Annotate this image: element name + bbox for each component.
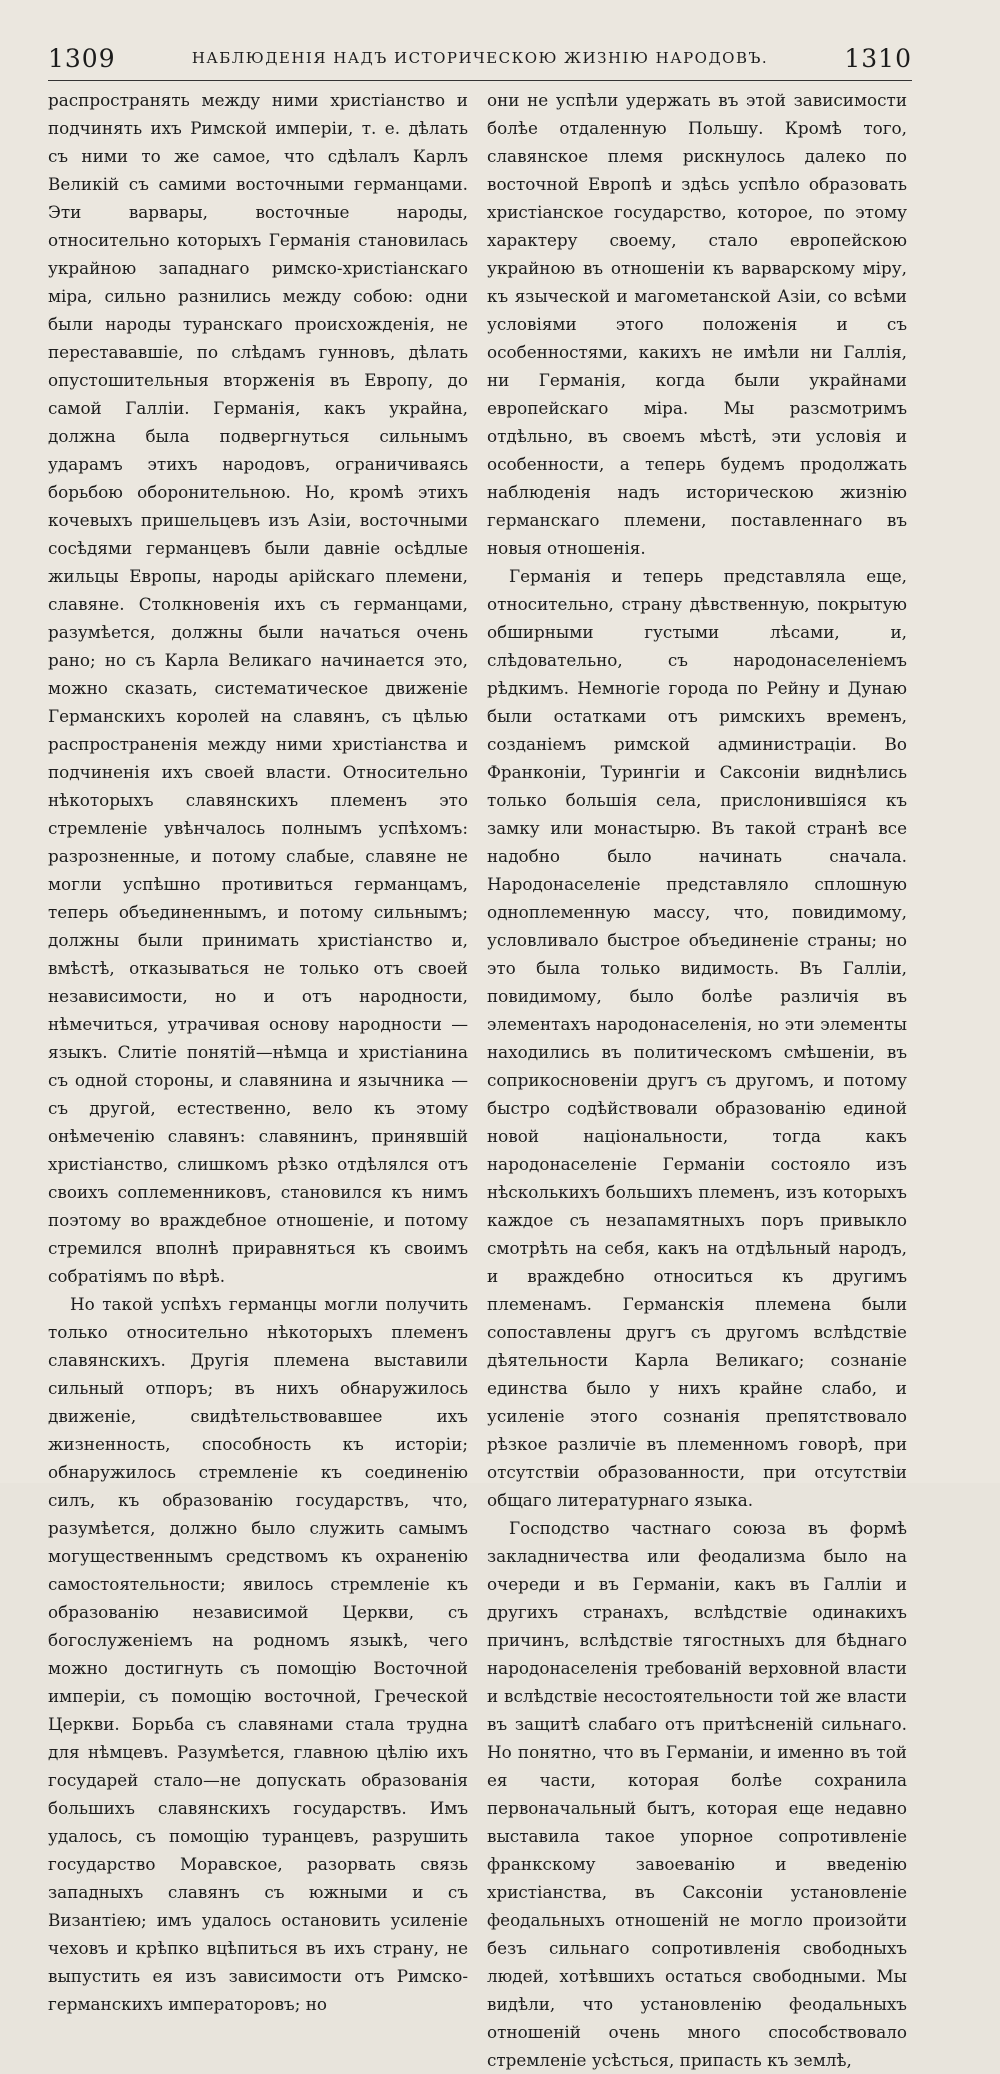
paragraph: они не успѣли удержать въ этой зависимости болѣе отдаленную Польшу. Кромѣ того, славянское племя рискнулось далеко по восточной Европѣ и здѣсь успѣло образовать христіанское государство, которое, по этому характеру своему, стало европейскою украйною въ отношеніи къ варварскому міру, къ языческой и магометанской Азіи, со всѣми условіями этого положенія и съ особенностями, какихъ не имѣли ни Галлія, ни Германія, когда были украйнами европейскаго міра. Мы разсмотримъ отдѣльно, въ своемъ мѣстѣ, эти условія и особенности, а теперь будемъ продолжать наблюденія надъ историческою жизнію германскаго племени, поставленнаго въ новыя отношенія. [487, 90, 907, 558]
left-column [48, 86, 468, 2018]
page-number-left: 1309 [48, 43, 116, 73]
page-header [48, 40, 912, 76]
paragraph: Германія и теперь представляла еще, относительно, страну дѣвственную, покрытую обширными густыми лѣсами, и, слѣдовательно, съ народонаселеніемъ рѣдкимъ. Немногіе города по Рейну и Дунаю были остатками отъ римскихъ временъ, созданіемъ римской администраціи. Во Франконіи, Турингіи и Саксоніи виднѣлись только большія села, прислонившіяся къ замку или монастырю. Въ такой странѣ все надобно было начинать сначала. Народонаселеніе представляло сплошную одноплеменную массу, что, повидимому, условливало быстрое объединеніе страны; но это была только видимость. Въ Галліи, повидимому, было болѣе различія въ элементахъ народонаселенія, но эти элементы находились въ политическомъ смѣшеніи, въ соприкосновеніи другъ съ другомъ, и потому быстро содѣйствовали образованію единой новой національности, тогда какъ народонаселеніе Германіи состояло изъ нѣсколькихъ большихъ племенъ, изъ которыхъ каждое съ незапамятныхъ поръ привыкло смотрѣть на себя, какъ на отдѣльный народъ, и враждебно относиться къ другимъ племенамъ. Германскія племена были сопоставлены другъ съ другомъ вслѣдствіе дѣятельности Карла Великаго; сознаніе единства было у нихъ крайне слабо, и усиленіе этого сознанія препятствовало рѣзкое различіе въ племенномъ говорѣ, при отсутствіи образованности, при отсутствіи общаго литературнаго языка. [487, 566, 907, 1510]
page-number-right: 1310 [844, 43, 912, 73]
right-column [487, 86, 907, 2074]
paragraph: Но такой успѣхъ германцы могли получить только относительно нѣкоторыхъ племенъ славянскихъ. Другія племена выставили сильный отпоръ; въ нихъ обнаружилось движеніе, свидѣтельствовавшее ихъ жизненность, способность къ исторіи; обнаружилось стремленіе къ соединенію силъ, къ образованію государствъ, что, разумѣется, должно было служить самымъ могущественнымъ средствомъ къ охраненію самостоятельности; явилось стремленіе къ образованію независимой Церкви, съ богослуженіемъ на родномъ языкѣ, чего можно достигнуть съ помощію Восточной имперіи, съ помощію восточной, Греческой Церкви. Борьба съ славянами стала трудна для нѣмцевъ. Разумѣется, главною цѣлію ихъ государей стало—не допускать образованія большихъ славянскихъ государствъ. Имъ удалось, съ помощію туранцевъ, разрушить государство Моравское, разорвать связь западныхъ славянъ съ южными и съ Византіею; имъ удалось остановить усиленіе чеховъ и крѣпко вцѣпиться въ ихъ страну, не выпустить ея изъ зависимости отъ Римско-германскихъ императоровъ; но [48, 1294, 468, 2014]
paragraph: Господство частнаго союза въ формѣ закладничества или феодализма было на очереди и въ Германіи, какъ въ Галліи и другихъ странахъ, вслѣдствіе одинакихъ причинъ, вслѣдствіе тягостныхъ для бѣднаго народонаселенія требованій верховной власти и вслѣдствіе несостоятельности той же власти въ защитѣ слабаго отъ притѣсненій сильнаго. Но понятно, что въ Германіи, и именно въ той ея части, которая болѣе сохранила первоначальный бытъ, которая еще недавно выставила такое упорное сопротивленіе франкскому завоеванію и введенію христіанства, въ Саксоніи установленіе феодальныхъ отношеній не могло произойти безъ сильнаго сопротивленія свободныхъ людей, хотѣвшихъ остаться свободными. Мы видѣли, что установленію феодальныхъ отношеній очень много способствовало стремленіе усѣсться, припасть къ землѣ, [487, 1518, 907, 2070]
paragraph: распространять между ними христіанство и подчинять ихъ Римской имперіи, т. е. дѣлать съ ними то же самое, что сдѣлалъ Карлъ Великій съ самими восточными германцами. Эти варвары, восточные народы, относительно которыхъ Германія становилась украйною западнаго римско-христіанскаго міра, сильно разнились между собою: одни были народы туранскаго происхожденія, не перестававшіе, по слѣдамъ гунновъ, дѣлать опустошительныя вторженія въ Европу, до самой Галліи. Германія, какъ украйна, должна была подвергнуться сильнымъ ударамъ этихъ народовъ, ограничиваясь борьбою оборонительною. Но, кромѣ этихъ кочевыхъ пришельцевъ изъ Азіи, восточными сосѣдями германцевъ были давніе осѣдлые жильцы Европы, народы арійскаго племени, славяне. Столкновенія ихъ съ германцами, разумѣется, должны были начаться очень рано; но съ Карла Великаго начинается это, можно сказать, систематическое движеніе Германскихъ королей на славянъ, съ цѣлью распространенія между ними христіанства и подчиненія ихъ своей власти. Относительно нѣкоторыхъ славянскихъ племенъ это стремленіе увѣнчалось полнымъ успѣхомъ: разрозненные, и потому слабые, славяне не могли успѣшно противиться германцамъ, теперь объединеннымъ, и потому сильнымъ; должны были принимать христіанство и, вмѣстѣ, отказываться не только отъ своей независимости, но и отъ народности, нѣмечиться, утрачивая основу народности — языкъ. Слитіе понятій—нѣмца и христіанина съ одной стороны, и славянина и язычника — съ другой, естественно, вело къ этому онѣмеченію славянъ: славянинъ, принявшій христіанство, слишкомъ рѣзко отдѣлялся отъ своихъ соплеменниковъ, становился къ нимъ поэтому во враждебное отношеніе, и потому стремился вполнѣ приравняться къ своимъ собратіямъ по вѣрѣ. [48, 90, 468, 1286]
running-title: НАБЛЮДЕНІЯ НАДЪ ИСТОРИЧЕСКОЮ ЖИЗНІЮ НАРОДОВЪ. [191, 49, 769, 67]
header-rule [48, 80, 912, 81]
